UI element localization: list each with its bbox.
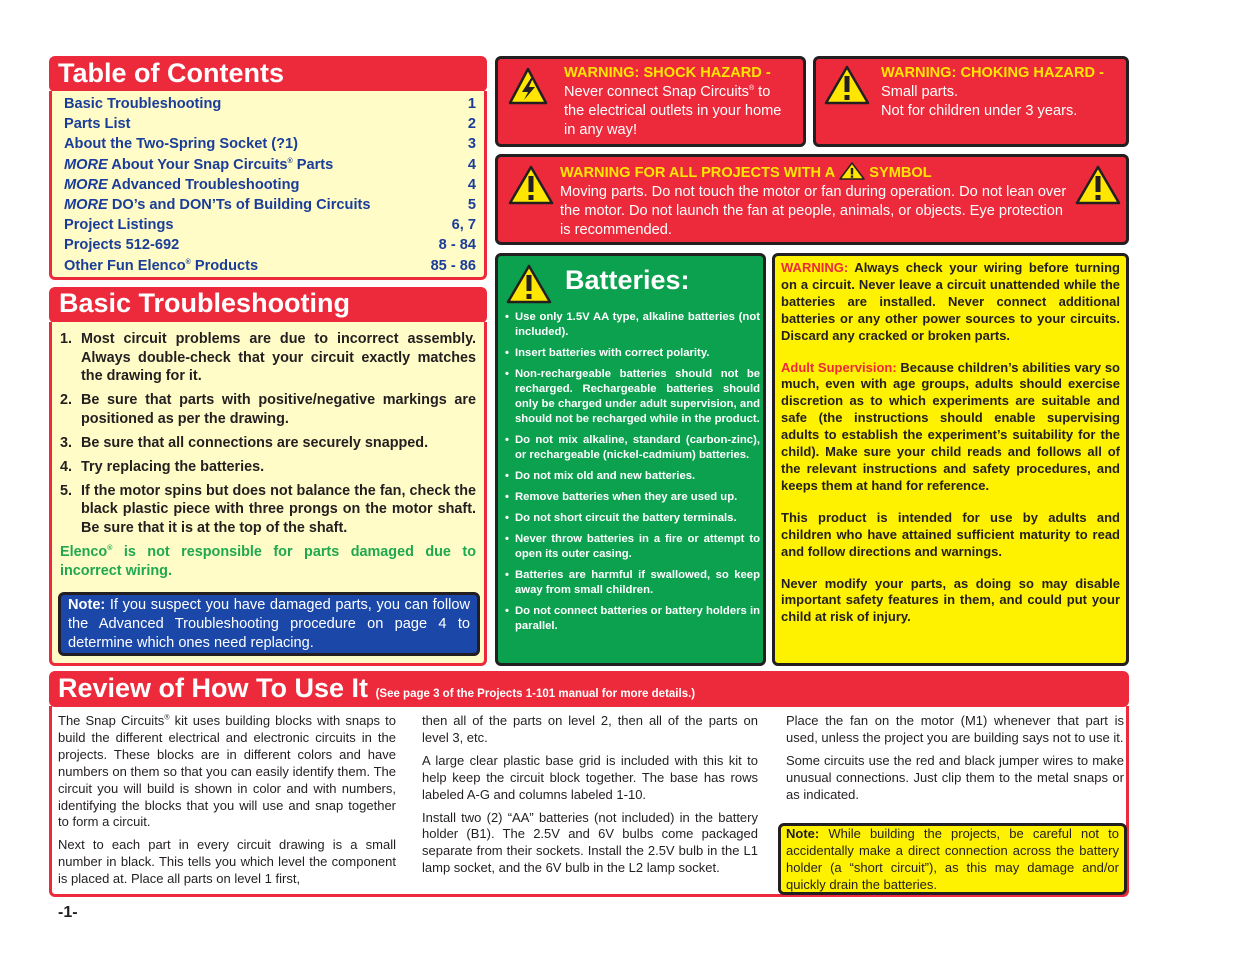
item-number: 4. bbox=[60, 458, 73, 475]
item-text: Do not mix alkaline, standard (carbon-zinc), or rechargeable (nickel-cadmium) batteries. bbox=[515, 434, 760, 461]
short-circuit-note bbox=[778, 823, 1127, 895]
paragraph: Next to each part in every circuit drawing is a small number in black. This tells you which level the component is placed at. Place all parts on level 1 first, bbox=[58, 837, 396, 887]
list-item: • Remove batteries when they are used up. bbox=[505, 491, 738, 503]
item-text: Do not mix old and new batteries. bbox=[515, 470, 696, 482]
page-number: -1- bbox=[58, 904, 78, 921]
moving-parts-warning-symbol-label: SYMBOL bbox=[869, 165, 932, 181]
choking-warning-title: WARNING: CHOKING HAZARD bbox=[881, 65, 1096, 81]
shock-warning-text: in any way! bbox=[564, 122, 638, 138]
item-number: 3. bbox=[60, 434, 73, 451]
review-column-3 bbox=[786, 713, 1124, 810]
toc-label: Basic Troubleshooting bbox=[64, 96, 222, 112]
item-text: Never throw batteries in a fire or attempt to open its outer casing. bbox=[515, 533, 760, 560]
toc-page: 2 bbox=[467, 116, 476, 133]
moving-parts-warning bbox=[495, 154, 1129, 245]
paragraph-text: The Snap Circuits bbox=[58, 713, 165, 728]
item-text: Use only 1.5V AA type, alkaline batteries (not included). bbox=[515, 311, 760, 338]
intended-use: This product is intended for use by adults and children who have attained sufficient maturity to read and follow directions and warnings. bbox=[781, 509, 1120, 559]
registered-mark: ® bbox=[164, 714, 170, 722]
safety-panel bbox=[772, 253, 1129, 666]
choking-hazard-warning bbox=[813, 56, 1129, 147]
toc-page: 6, 7 bbox=[451, 217, 476, 234]
list-item: • Use only 1.5V AA type, alkaline batteries (not included). bbox=[505, 311, 760, 338]
list-item: • Non-rechargeable batteries should not be recharged. Rechargeable batteries should only be charged under adult supervision, and should not be recharged while in the product. bbox=[505, 368, 760, 425]
exclamation-icon bbox=[506, 264, 552, 304]
toc-label: DO’s and DON’Ts of Building Circuits bbox=[107, 196, 371, 213]
item-text: Non-rechargeable batteries should not be recharged. Rechargeable batteries should only be charged under adult supervision, and should not be recharged while in the product. bbox=[515, 368, 760, 425]
list-item bbox=[60, 391, 476, 428]
shock-hazard-warning bbox=[495, 56, 806, 147]
exclamation-icon bbox=[1075, 165, 1121, 205]
toc-label-post: Products bbox=[190, 257, 259, 274]
list-item bbox=[60, 458, 476, 477]
toc-page: 4 bbox=[467, 156, 476, 173]
list-item bbox=[60, 434, 476, 453]
item-text: Insert batteries with correct polarity. bbox=[515, 347, 710, 359]
toc-row[interactable] bbox=[64, 235, 476, 255]
item-number: 5. bbox=[60, 482, 73, 499]
shock-warning-text: the electrical outlets in your home bbox=[564, 103, 782, 119]
review-title-text: Review of How To Use It bbox=[58, 673, 369, 703]
item-text: Remove batteries when they are used up. bbox=[515, 491, 738, 503]
toc-label: Advanced Troubleshooting bbox=[107, 176, 300, 193]
toc-page: 85 - 86 bbox=[430, 257, 476, 274]
toc-title: Table of Contents bbox=[49, 56, 487, 92]
toc-more: MORE bbox=[64, 196, 108, 213]
registered-mark: ® bbox=[748, 85, 755, 93]
toc-label: Parts List bbox=[64, 116, 131, 133]
shock-warning-text: Never connect Snap Circuits bbox=[564, 84, 749, 100]
toc-label-post: Parts bbox=[292, 156, 334, 173]
small-warning-icon bbox=[839, 162, 865, 180]
toc-label: Projects 512-692 bbox=[64, 237, 180, 254]
item-number: 1. bbox=[60, 331, 73, 347]
toc-page: 3 bbox=[467, 136, 476, 153]
adult-supervision-label: Adult Supervision: bbox=[781, 359, 897, 375]
item-text: If the motor spins but does not balance the fan, check the black plastic piece with three prongs on the motor shaft. Be sure that it is at the top of the shaft. bbox=[81, 482, 476, 536]
basic-troubleshooting-title: Basic Troubleshooting bbox=[49, 287, 487, 323]
toc-row[interactable] bbox=[64, 195, 476, 215]
toc-page: 1 bbox=[467, 96, 476, 112]
note-text: While building the projects, be careful not to accidentally make a direct connection across the battery holder (a “short circuit”), as this may damage and/or quickly drain the batteries. bbox=[786, 826, 1119, 892]
list-item: • Insert batteries with correct polarity. bbox=[505, 347, 710, 359]
list-item bbox=[60, 330, 476, 386]
elenco-disclaimer bbox=[60, 543, 476, 580]
review-column-2 bbox=[422, 713, 758, 883]
toc-more: MORE bbox=[64, 176, 108, 193]
toc-page: 4 bbox=[467, 176, 476, 193]
registered-mark: ® bbox=[185, 258, 191, 266]
wiring-warning-label: WARNING: bbox=[781, 260, 849, 275]
paragraph: then all of the parts on level 2, then all of the parts on level 3, etc. bbox=[422, 713, 758, 745]
choking-warning-text: Small parts. bbox=[881, 84, 959, 100]
moving-parts-warning-text: Moving parts. Do not touch the motor or fan during operation. Do not lean over the motor. Do not launch the fan at people, animals, or objects. Eye protection is recommended. bbox=[560, 184, 1067, 238]
toc-more: MORE bbox=[64, 156, 108, 173]
item-text: Do not short circuit the battery terminals. bbox=[515, 512, 737, 524]
item-text: Be sure that all connections are securely snapped. bbox=[81, 434, 429, 451]
list-item: • Batteries are harmful if swallowed, so keep away from small children. bbox=[505, 569, 760, 596]
choking-warning-dash: - bbox=[1095, 65, 1104, 81]
item-text: Try replacing the batteries. bbox=[81, 458, 265, 475]
toc-panel bbox=[49, 91, 487, 280]
registered-mark: ® bbox=[107, 545, 113, 553]
list-item: • Never throw batteries in a fire or attempt to open its outer casing. bbox=[505, 533, 760, 560]
list-item bbox=[60, 482, 476, 538]
troubleshooting-list bbox=[60, 330, 476, 537]
toc-row[interactable] bbox=[64, 155, 476, 175]
list-item: • Do not mix alkaline, standard (carbon-zinc), or rechargeable (nickel-cadmium) batteries. bbox=[505, 434, 760, 461]
toc-row[interactable] bbox=[64, 134, 476, 154]
list-item: • Do not short circuit the battery terminals. bbox=[505, 512, 737, 524]
toc-row[interactable] bbox=[64, 215, 476, 235]
toc-label: About the Two-Spring Socket (?1) bbox=[64, 136, 299, 153]
note-label: Note: bbox=[68, 597, 106, 613]
note-label: Note: bbox=[786, 826, 820, 841]
batteries-list bbox=[505, 310, 760, 640]
review-column-1 bbox=[58, 713, 396, 894]
toc-row[interactable] bbox=[64, 256, 476, 276]
exclamation-icon bbox=[824, 65, 870, 105]
troubleshooting-note bbox=[58, 592, 480, 656]
shock-warning-dash: - bbox=[761, 65, 771, 81]
list-item: • Do not connect batteries or battery holders in parallel. bbox=[505, 605, 760, 632]
toc-row[interactable] bbox=[64, 114, 476, 134]
adult-supervision bbox=[781, 360, 1120, 495]
registered-mark: ® bbox=[287, 157, 293, 165]
item-text: Be sure that parts with positive/negative markings are positioned as per the drawing. bbox=[81, 392, 476, 427]
item-text: Batteries are harmful if swallowed, so keep away from small children. bbox=[515, 569, 760, 596]
review-title bbox=[49, 671, 1129, 707]
exclamation-icon bbox=[508, 165, 554, 205]
toc-label: Other Fun Elenco bbox=[64, 257, 186, 274]
note-text: If you suspect you have damaged parts, you can follow the Advanced Troubleshooting procedure on page 4 to determine which ones need replacing. bbox=[68, 597, 470, 651]
batteries-panel bbox=[495, 253, 766, 666]
adult-supervision-text: Because children’s abilities vary so much, even with age groups, adults should exercise discretion as to which experiments are suitable and safe (the instructions should enable supervising adults to establish the experiment’s suitability for the child). Make sure your child reads and follows all of the relevant instructions and safety procedures, and keeps them at hand for reference. bbox=[781, 359, 1120, 493]
shock-warning-title: WARNING: SHOCK HAZARD bbox=[564, 65, 762, 81]
toc-label: Project Listings bbox=[64, 217, 174, 234]
wiring-warning-text: Always check your wiring before turning on a circuit. Never leave a circuit unattended while the batteries are installed. Never connect additional batteries or any other power sources to your circuits. Discard any cracked or broken parts. bbox=[781, 260, 1120, 343]
modify-warning: Never modify your parts, as doing so may disable important safety features in them, and could put your child at risk of injury. bbox=[781, 575, 1120, 625]
item-text: Do not connect batteries or battery holders in parallel. bbox=[515, 605, 760, 632]
toc-page: 8 - 84 bbox=[438, 237, 476, 254]
paragraph: A large clear plastic base grid is included with this kit to help keep the circuit block together. The base has rows labeled A-G and columns labeled 1-10. bbox=[422, 752, 758, 802]
shock-hazard-icon bbox=[508, 67, 548, 105]
paragraph: Install two (2) “AA” batteries (not included) in the battery holder (B1). The 2.5V and 6V bulbs come packaged separate from their sockets. Install the 2.5V bulb in the L1 lamp socket, and the 6V bulb in the L2 lamp socket. bbox=[422, 809, 758, 876]
batteries-title: Batteries: bbox=[565, 265, 690, 295]
toc-row[interactable] bbox=[64, 175, 476, 195]
moving-parts-warning-title: WARNING FOR ALL PROJECTS WITH A bbox=[560, 165, 836, 181]
elenco-brand: Elenco bbox=[60, 544, 108, 560]
list-item: • Do not mix old and new batteries. bbox=[505, 470, 696, 482]
toc-label: About Your Snap Circuits bbox=[107, 156, 288, 173]
shock-warning-text: to bbox=[754, 84, 771, 100]
paragraph: Some circuits use the red and black jumper wires to make unusual connections. Just clip them to the metal snaps or as indicated. bbox=[786, 752, 1124, 802]
item-text: Most circuit problems are due to incorrect assembly. Always double-check that your circuit exactly matches the drawing for it. bbox=[81, 331, 476, 384]
review-subtitle: (See page 3 of the Projects 1-101 manual for more details.) bbox=[375, 688, 696, 700]
paragraph bbox=[58, 713, 396, 831]
toc-page: 5 bbox=[467, 196, 476, 213]
choking-warning-text: Not for children under 3 years. bbox=[881, 103, 1078, 119]
paragraph: Place the fan on the motor (M1) whenever that part is used, unless the project you are building says not to use it. bbox=[786, 713, 1124, 745]
elenco-text: is not responsible for parts damaged due to incorrect wiring. bbox=[60, 544, 476, 579]
paragraph-text: kit uses building blocks with snaps to build the different electrical and electronic circuits in the projects. These blocks are in different colors and have numbers on them so that you can easily identify them. The circuit you will build is shown in color and with numbers, identifying the blocks that you will use and snap together to form a circuit. bbox=[58, 713, 396, 830]
wiring-warning bbox=[781, 260, 1120, 345]
item-number: 2. bbox=[60, 392, 73, 408]
toc-row[interactable] bbox=[64, 94, 476, 114]
